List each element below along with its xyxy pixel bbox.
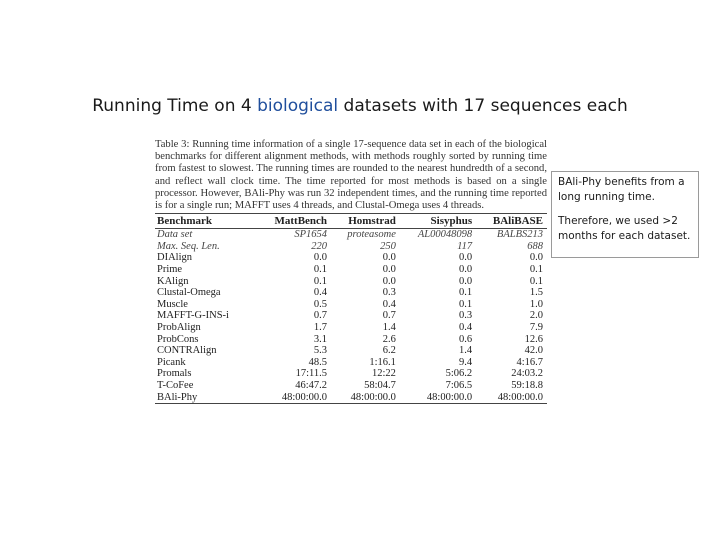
table-cell: 0.1 bbox=[313, 275, 328, 287]
header-balibase: BAliBASE bbox=[476, 214, 547, 229]
table-row bbox=[155, 299, 547, 311]
table-cell: 48:00:00.0 bbox=[331, 392, 400, 404]
header-homstrad: Homstrad bbox=[331, 214, 400, 229]
table-row-label: Picank bbox=[157, 356, 186, 368]
table-cell: 46:47.2 bbox=[295, 379, 328, 391]
table-cell: 1.5 bbox=[529, 287, 543, 299]
slide-title-post: datasets with 17 sequences each bbox=[338, 96, 628, 116]
note-box bbox=[551, 171, 699, 258]
table-cell: SP1654 bbox=[294, 229, 328, 241]
table-cell: 9.4 bbox=[459, 356, 473, 368]
table-cell: 42.0 bbox=[524, 345, 543, 357]
table-cell: 6.2 bbox=[382, 345, 396, 357]
running-time-table bbox=[155, 213, 547, 404]
table-row-label: MAFFT-G-INS-i bbox=[157, 310, 229, 322]
table-row-label: Prime bbox=[157, 264, 183, 275]
table-row bbox=[155, 368, 547, 380]
table-cell: BALBS213 bbox=[496, 229, 543, 241]
table-figure bbox=[155, 139, 547, 404]
table-cell: 1.0 bbox=[529, 298, 543, 310]
table-cell: 0.0 bbox=[459, 252, 473, 264]
table-cell: 0.0 bbox=[382, 252, 396, 264]
table-cell: 59:18.8 bbox=[511, 379, 543, 391]
table-cell: 220 bbox=[311, 240, 328, 252]
table-cell: 117 bbox=[457, 240, 473, 252]
table-cell: 0.0 bbox=[459, 264, 473, 275]
table-cell: 7.9 bbox=[529, 321, 543, 333]
table-cell: 250 bbox=[380, 240, 396, 252]
slide-title-pre: Running Time on 4 bbox=[92, 96, 258, 116]
table-row-label: DIAlign bbox=[157, 252, 192, 264]
table-row bbox=[155, 287, 547, 299]
slide-title bbox=[0, 96, 720, 116]
table-meta-row bbox=[155, 241, 547, 253]
table-row bbox=[155, 322, 547, 334]
table-cell: 7:06.5 bbox=[445, 379, 473, 391]
table-cell: 0.4 bbox=[313, 287, 328, 299]
table-cell: 0.5 bbox=[313, 298, 328, 310]
table-cell: 12.6 bbox=[524, 333, 543, 345]
table-cell: 0.1 bbox=[529, 264, 543, 275]
table-cell: 5:06.2 bbox=[445, 368, 473, 380]
table-cell: 1.7 bbox=[313, 321, 328, 333]
table-row-label: Muscle bbox=[157, 298, 188, 310]
table-meta-row bbox=[155, 229, 547, 241]
table-cell: 0.0 bbox=[382, 264, 396, 275]
slide-title-accent: biological bbox=[257, 96, 339, 116]
table-row-label: BAli-Phy bbox=[155, 392, 257, 404]
header-sisyphus: Sisyphus bbox=[400, 214, 476, 229]
note-line-2: Therefore, we used >2 months for each dataset. bbox=[558, 215, 691, 242]
table-cell: 0.6 bbox=[459, 333, 473, 345]
table-row-label: Promals bbox=[157, 368, 192, 380]
table-cell: 5.3 bbox=[313, 345, 328, 357]
table-row bbox=[155, 345, 547, 357]
table-cell: 48:00:00.0 bbox=[400, 392, 476, 404]
table-cell: 48:00:00.0 bbox=[257, 392, 331, 404]
table-cell: 24:03.2 bbox=[511, 368, 543, 380]
table-cell: 0.0 bbox=[382, 275, 396, 287]
table-row-label: Max. Seq. Len. bbox=[157, 240, 220, 252]
table-cell: 4:16.7 bbox=[516, 356, 543, 368]
table-cell: 48:00:00.0 bbox=[476, 392, 547, 404]
table-cell: 688 bbox=[527, 240, 543, 252]
table-row-label: ProbCons bbox=[157, 333, 199, 345]
table-caption: Table 3: Running time information of a single 17-sequence data set in each of the biological benchmarks for different alignment methods, with methods roughly sorted by running time from fastest to slowest. The running times are rounded to the nearest hundredth of a second, and reflect wall clock time. The time reported for most methods is based on a single processor. However, BAli-Phy was run 32 independent times, and the running time reported is for a single run; MAFFT uses 4 threads, and Clustal-Omega uses 4 threads. bbox=[155, 139, 547, 212]
table-row bbox=[155, 264, 547, 276]
table-cell: AL00048098 bbox=[417, 229, 473, 241]
note-line-1: BAli-Phy benefits from a long running time. bbox=[558, 176, 685, 203]
header-mattbench: MattBench bbox=[257, 214, 331, 229]
table-row bbox=[155, 252, 547, 264]
table-cell: 0.3 bbox=[382, 287, 396, 299]
table-cell: 0.1 bbox=[529, 275, 543, 287]
table-row-label: T-CoFee bbox=[157, 379, 194, 391]
table-cell: 0.3 bbox=[459, 310, 473, 322]
table-cell: 1.4 bbox=[382, 321, 396, 333]
table-row bbox=[155, 357, 547, 369]
table-cell: 0.4 bbox=[459, 321, 473, 333]
table-cell: 0.1 bbox=[313, 264, 328, 275]
table-row bbox=[155, 334, 547, 346]
table-cell: 0.0 bbox=[459, 275, 473, 287]
table-cell: 0.7 bbox=[313, 310, 328, 322]
table-row bbox=[155, 392, 547, 404]
table-cell: 3.1 bbox=[313, 333, 328, 345]
table-body bbox=[155, 229, 547, 404]
table-row bbox=[155, 380, 547, 392]
table-cell: 2.0 bbox=[529, 310, 543, 322]
table-row-label: CONTRAlign bbox=[157, 345, 217, 357]
table-cell: 58:04.7 bbox=[364, 379, 396, 391]
table-cell: 0.4 bbox=[382, 298, 396, 310]
table-header-row bbox=[155, 214, 547, 229]
table-cell: 12:22 bbox=[371, 368, 396, 380]
header-benchmark: Benchmark bbox=[155, 214, 257, 229]
table-cell: 1.4 bbox=[459, 345, 473, 357]
table-cell: 2.6 bbox=[382, 333, 396, 345]
table-cell: 0.7 bbox=[382, 310, 396, 322]
table-cell: 1:16.1 bbox=[369, 356, 396, 368]
table-row-label: ProbAlign bbox=[157, 321, 201, 333]
table-row-label: Clustal-Omega bbox=[157, 287, 221, 299]
table-row-label: KAlign bbox=[157, 275, 189, 287]
table-cell: 0.1 bbox=[459, 287, 473, 299]
table-cell: proteasome bbox=[347, 229, 396, 241]
table-row bbox=[155, 276, 547, 288]
table-row bbox=[155, 310, 547, 322]
table-cell: 0.0 bbox=[313, 252, 328, 264]
table-cell: 48.5 bbox=[308, 356, 328, 368]
table-row-label: Data set bbox=[157, 229, 193, 241]
table-cell: 17:11.5 bbox=[295, 368, 328, 380]
table-cell: 0.1 bbox=[459, 298, 473, 310]
table-cell: 0.0 bbox=[529, 252, 543, 264]
